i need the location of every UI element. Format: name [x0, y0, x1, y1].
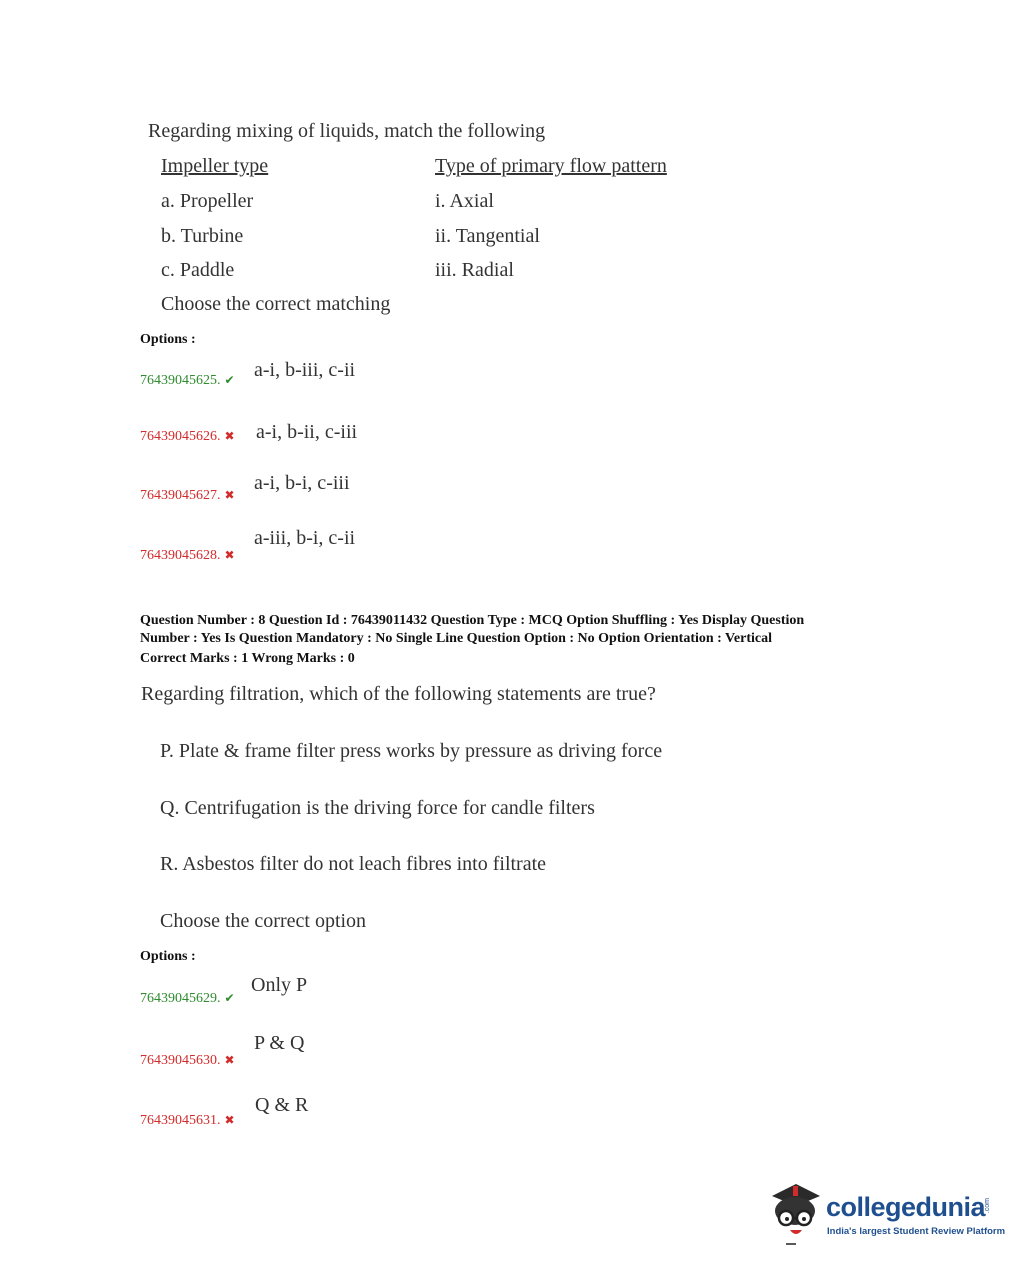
option-id: [140, 548, 235, 564]
q8-meta-line: Number : Yes Is Question Mandatory : No Single Line Question Option : No Option Orientation : Vertical: [140, 631, 772, 646]
option-id: [140, 373, 235, 389]
option-text[interactable]: P & Q: [254, 1032, 305, 1054]
option-id-text: 76439045631.: [140, 1113, 221, 1128]
q7-instruction: Choose the correct matching: [161, 293, 391, 315]
q8-statement: R. Asbestos filter do not leach fibres into filtrate: [160, 853, 547, 875]
option-id-text: 76439045625.: [140, 373, 221, 388]
option-text[interactable]: a-i, b-i, c-iii: [254, 472, 350, 494]
q7-row-right: i. Axial: [435, 190, 494, 212]
q7-stem: Regarding mixing of liquids, match the following: [148, 120, 546, 142]
q8-options-label: Options :: [140, 949, 196, 964]
option-text[interactable]: Only P: [251, 974, 308, 996]
option-text[interactable]: a-i, b-iii, c-ii: [254, 359, 356, 381]
collegedunia-logo[interactable]: [766, 1178, 1006, 1248]
q7-row-right: iii. Radial: [435, 259, 514, 281]
logo-tagline: India's largest Student Review Platform: [827, 1226, 1006, 1237]
q8-meta-line: Correct Marks : 1 Wrong Marks : 0: [140, 651, 355, 666]
q7-col1-header: Impeller type: [161, 155, 269, 177]
q7-col2-header: Type of primary flow pattern: [435, 155, 667, 177]
check-icon: ✔: [224, 373, 235, 387]
student-mascot-icon: [766, 1178, 826, 1248]
cross-icon: ✖: [224, 429, 235, 443]
option-text[interactable]: Q & R: [255, 1094, 309, 1116]
logo-wordmark: collegedunia: [826, 1192, 986, 1222]
cross-icon: ✖: [224, 1053, 235, 1067]
option-id-text: 76439045627.: [140, 488, 221, 503]
option-id: [140, 991, 235, 1007]
q8-meta-line: Question Number : 8 Question Id : 76439011432 Question Type : MCQ Option Shuffling : Yes Display Question: [140, 613, 805, 628]
q7-row-left: c. Paddle: [161, 259, 235, 281]
q8-stem: Regarding filtration, which of the following statements are true?: [141, 683, 656, 705]
option-id: [140, 429, 235, 445]
q7-row-left: a. Propeller: [161, 190, 254, 212]
cross-icon: ✖: [224, 548, 235, 562]
q7-row-right: ii. Tangential: [435, 225, 540, 247]
option-text[interactable]: a-iii, b-i, c-ii: [254, 527, 356, 549]
q8-statement: Q. Centrifugation is the driving force for candle filters: [160, 797, 595, 819]
q7-options-label: Options :: [140, 332, 196, 347]
option-id-text: 76439045630.: [140, 1053, 221, 1068]
q8-meta: [140, 612, 870, 668]
q8-instruction: Choose the correct option: [160, 910, 367, 932]
option-id-text: 76439045626.: [140, 429, 221, 444]
option-id: [140, 1113, 235, 1129]
option-id-text: 76439045629.: [140, 991, 221, 1006]
option-id-text: 76439045628.: [140, 548, 221, 563]
option-id: [140, 488, 235, 504]
cross-icon: ✖: [224, 1113, 235, 1127]
check-icon: ✔: [224, 991, 235, 1005]
option-id: [140, 1053, 235, 1069]
q8-statement: P. Plate & frame filter press works by pressure as driving force: [160, 740, 663, 762]
logo-suffix: .com: [984, 1198, 991, 1214]
option-text[interactable]: a-i, b-ii, c-iii: [256, 421, 358, 443]
cross-icon: ✖: [224, 488, 235, 502]
q7-row-left: b. Turbine: [161, 225, 244, 247]
